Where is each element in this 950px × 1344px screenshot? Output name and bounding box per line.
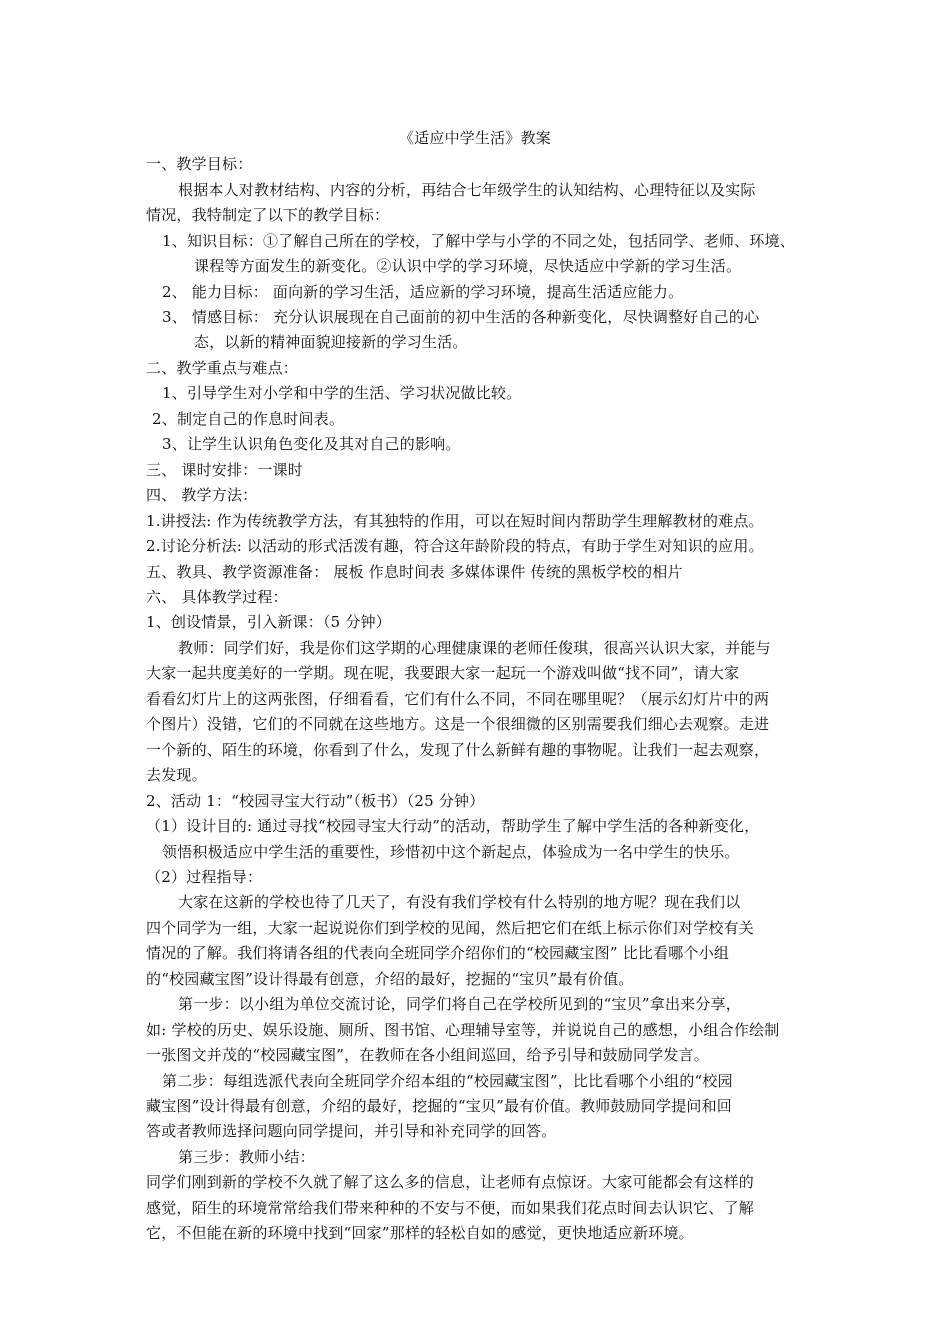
text-line: 感觉，陌生的环境常常给我们带来种种的不安与不便，而如果我们花点时间去认识它、了解 [146,1199,755,1217]
text-line: （2）过程指导： [146,868,263,886]
document-title: 《适应中学生活》教案 [398,129,551,147]
text-line: 一个新的、陌生的环境，你看到了什么，发现了什么新鲜有趣的事物呢。让我们一起去观察， [146,741,770,759]
text-line: 个图片）没错，它们的不同就在这些地方。这是一个很细微的区别需要我们细心去观察。走进 [146,715,770,733]
text-line: 一、教学目标： [146,155,253,173]
text-line: 2.讨论分析法: 以活动的形式活泼有趣，符合这年龄阶段的特点，有助于学生对知识的应用。 [146,537,764,555]
text-line: 2、 能力目标： 面向新的学习生活，适应新的学习环境，提高生活适应能力。 [162,283,684,301]
text-line: 1.讲授法: 作为传统教学方法，有其独特的作用，可以在短时间内帮助学生理解教材的难点。 [146,512,764,530]
text-line: 1、创设情景，引入新课：（5 分钟） [146,613,391,631]
text-line: 领悟积极适应中学生活的重要性，珍惜初中这个新起点，体验成为一名中学生的快乐。 [162,843,740,861]
text-line: 教师：同学们好，我是你们这学期的心理健康课的老师任俊琪，很高兴认识大家，并能与 [178,639,771,657]
text-line: 根据本人对教材结构、内容的分析，再结合七年级学生的认知结构、心理特征以及实际 [178,181,756,199]
text-line: 五、教具、教学资源准备： 展板 作息时间表 多媒体课件 传统的黑板学校的相片 [146,563,683,581]
text-line: 去发现。 [146,766,207,784]
text-line: 3、 情感目标： 充分认识展现在自己面前的初中生活的各种新变化，尽快调整好自己的心 [162,308,760,326]
text-line: 四个同学为一组，大家一起说说你们到学校的见闻，然后把它们在纸上标示你们对学校有关 [146,919,755,937]
text-line: 态，以新的精神面貌迎接新的学习生活。 [194,333,468,351]
text-line: 的“校园藏宝图”设计得最有创意，介绍的最好，挖掘的“宝贝”最有价值。 [146,970,634,988]
text-line: 第三步：教师小结： [178,1148,315,1166]
text-line: 情况，我特制定了以下的教学目标： [146,206,390,224]
text-line: 情况的了解。我们将请各组的代表向全班同学介绍你们的“校园藏宝图” 比比看哪个小组 [146,944,730,962]
text-line: 四、 教学方法： [146,486,258,504]
text-line: 1、知识目标：①了解自己所在的学校，了解中学与小学的不同之处，包括同学、老师、环境、 [162,232,795,250]
text-line: 2、制定自己的作息时间表。 [152,410,345,428]
text-line: 二、教学重点与难点： [146,359,299,377]
text-line: 一张图文并茂的“校园藏宝图”，在教师在各小组间巡回，给予引导和鼓励同学发言。 [146,1046,709,1064]
text-line: 答或者教师选择问题向同学提问，并引导和补充同学的回答。 [146,1122,557,1140]
text-line: 六、 具体教学过程： [146,588,288,606]
text-line: 第一步：以小组为单位交流讨论，同学们将自己在学校所见到的“宝贝”拿出来分享， [178,995,741,1013]
text-line: 2、活动 1：“校园寻宝大行动”（板书）（25 分钟） [146,792,485,810]
text-line: 看看幻灯片上的这两张图，仔细看看，它们有什么不同，不同在哪里呢？（展示幻灯片中的两 [146,690,770,708]
text-line: 大家一起共度美好的一学期。现在呢，我要跟大家一起玩一个游戏叫做“找不同”，请大家 [146,664,740,682]
text-line: 第二步：每组选派代表向全班同学介绍本组的“校园藏宝图”，比比看哪个小组的“校园 [162,1072,733,1090]
text-line: 同学们刚到新的学校不久就了解了这么多的信息，让老师有点惊讶。大家可能都会有这样的 [146,1173,755,1191]
text-line: 1、引导学生对小学和中学的生活、学习状况做比较。 [162,384,522,402]
text-line: 三、 课时安排：一课时 [146,461,303,479]
text-line: 大家在这新的学校也待了几天了，有没有我们学校有什么特别的地方呢？现在我们以 [178,893,741,911]
text-line: 课程等方面发生的新变化。②认识中学的学习环境，尽快适应中学新的学习生活。 [194,257,742,275]
text-line: 3、让学生认识角色变化及其对自己的影响。 [162,435,461,453]
text-line: 藏宝图”设计得最有创意，介绍的最好，挖掘的“宝贝”最有价值。教师鼓励同学提问和回 [146,1097,733,1115]
text-line: 它，不但能在新的环境中找到“回家”那样的轻松自如的感觉，更快地适应新环境。 [146,1224,694,1242]
text-line: （1）设计目的: 通过寻找“校园寻宝大行动”的活动，帮助学生了解中学生活的各种新变化， [146,817,760,835]
text-line: 如: 学校的历史、娱乐设施、厕所、图书馆、心理辅导室等，并说说自己的感想，小组合作绘制 [146,1021,780,1039]
